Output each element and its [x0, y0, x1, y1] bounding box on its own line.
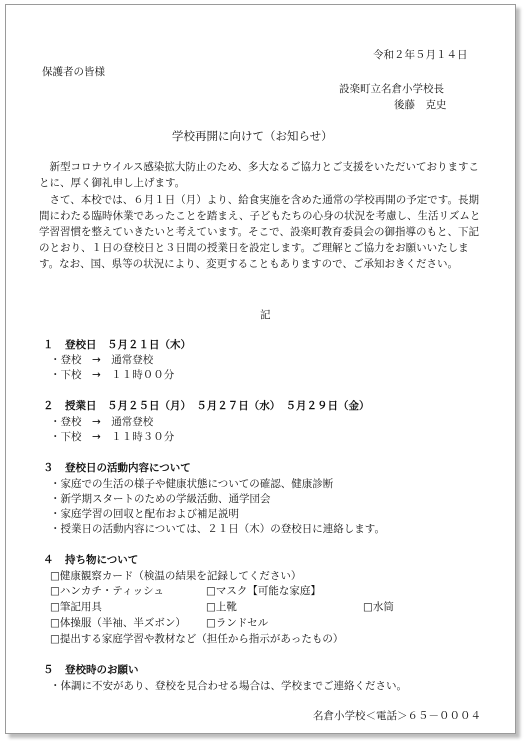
- list-item: ・授業日の活動内容については、２１日（木）の登校日に連絡します。: [50, 523, 385, 535]
- list-item: ・体調に不安があり、登校を見合わせる場合は、学校までご連絡ください。: [50, 680, 407, 692]
- section-heading-3: ３ 登校日の活動内容について: [43, 462, 191, 474]
- section-heading-1: １ 登校日 ５月２１日（木）: [43, 339, 191, 351]
- section-heading-2: ２ 授業日 ５月２５日（月） ５月２７日（水） ５月２９日（金）: [43, 400, 370, 412]
- list-item: ・新学期スタートのための学級活動、通学団会: [50, 493, 271, 505]
- ki-marker: 記: [260, 309, 271, 321]
- document-title: 学校再開に向けて（お知らせ）: [172, 129, 333, 143]
- date: 令和２年５月１４日: [373, 49, 468, 61]
- list-item: ・家庭学習の回収と配布および補足説明: [50, 508, 239, 520]
- intro-paragraph: 新型コロナウイルス感染拡大防止のため、多大なるご協力とご支援をいただいておりますことに、厚く御礼申し上げます。: [39, 161, 479, 189]
- list-item: ・下校 → １１時００分: [50, 369, 175, 381]
- footer-contact: 名倉小学校＜電話＞６５－０００４: [313, 710, 481, 722]
- checklist-item-mask: □マスク【可能な家庭】: [206, 585, 321, 597]
- checklist-item-water-bottle: □水筒: [363, 601, 394, 613]
- sender-org: 設楽町立名倉小学校長: [339, 83, 444, 95]
- checklist-item-pe-clothes: □体操服（半袖、半ズボン）: [50, 617, 186, 629]
- document-page: [5, 4, 516, 734]
- list-item: ・登校 → 通常登校: [50, 416, 154, 428]
- checklist-item-homework: □提出する家庭学習や教材など（担任から指示があったもの）: [50, 633, 344, 645]
- list-item: ・下校 → １１時３０分: [50, 431, 175, 443]
- section-heading-4: ４ 持ち物について: [43, 554, 139, 566]
- body-paragraph: さて、本校では、６月１日（月）より、給食実施を含めた通常の学校再開の予定です。長期間にわたる臨時休業であったことを踏まえ、子どもたちの心身の状況を考慮し、生活リズムと学習習慣を整えていきたいと考えています。そこで、設楽町教育委員会の御指導のもと、下記のとおり、１日の登校日と３日間の授業日を設定します。ご理解とご協力をお願いいたします。なお、国、県等の状況により、変更することもありますので、ご承知おきください。: [39, 194, 481, 270]
- section-heading-5: ５ 登校時のお願い: [43, 664, 139, 676]
- checklist-item-handkerchief: □ハンカチ・ティッシュ: [50, 585, 164, 597]
- checklist-item-indoor-shoes: □上靴: [206, 601, 237, 613]
- checklist-item-stationery: □筆記用具: [50, 601, 102, 613]
- sender-name: 後藤 克史: [394, 99, 447, 111]
- checklist-item-randoseru: □ランドセル: [206, 617, 269, 629]
- addressee: 保護者の皆様: [42, 66, 105, 78]
- list-item: ・登校 → 通常登校: [50, 354, 154, 366]
- list-item: ・家庭での生活の様子や健康状態についての確認、健康診断: [50, 478, 334, 490]
- checklist-item-health-card: □健康観察カード（検温の結果を記録してください）: [50, 570, 302, 582]
